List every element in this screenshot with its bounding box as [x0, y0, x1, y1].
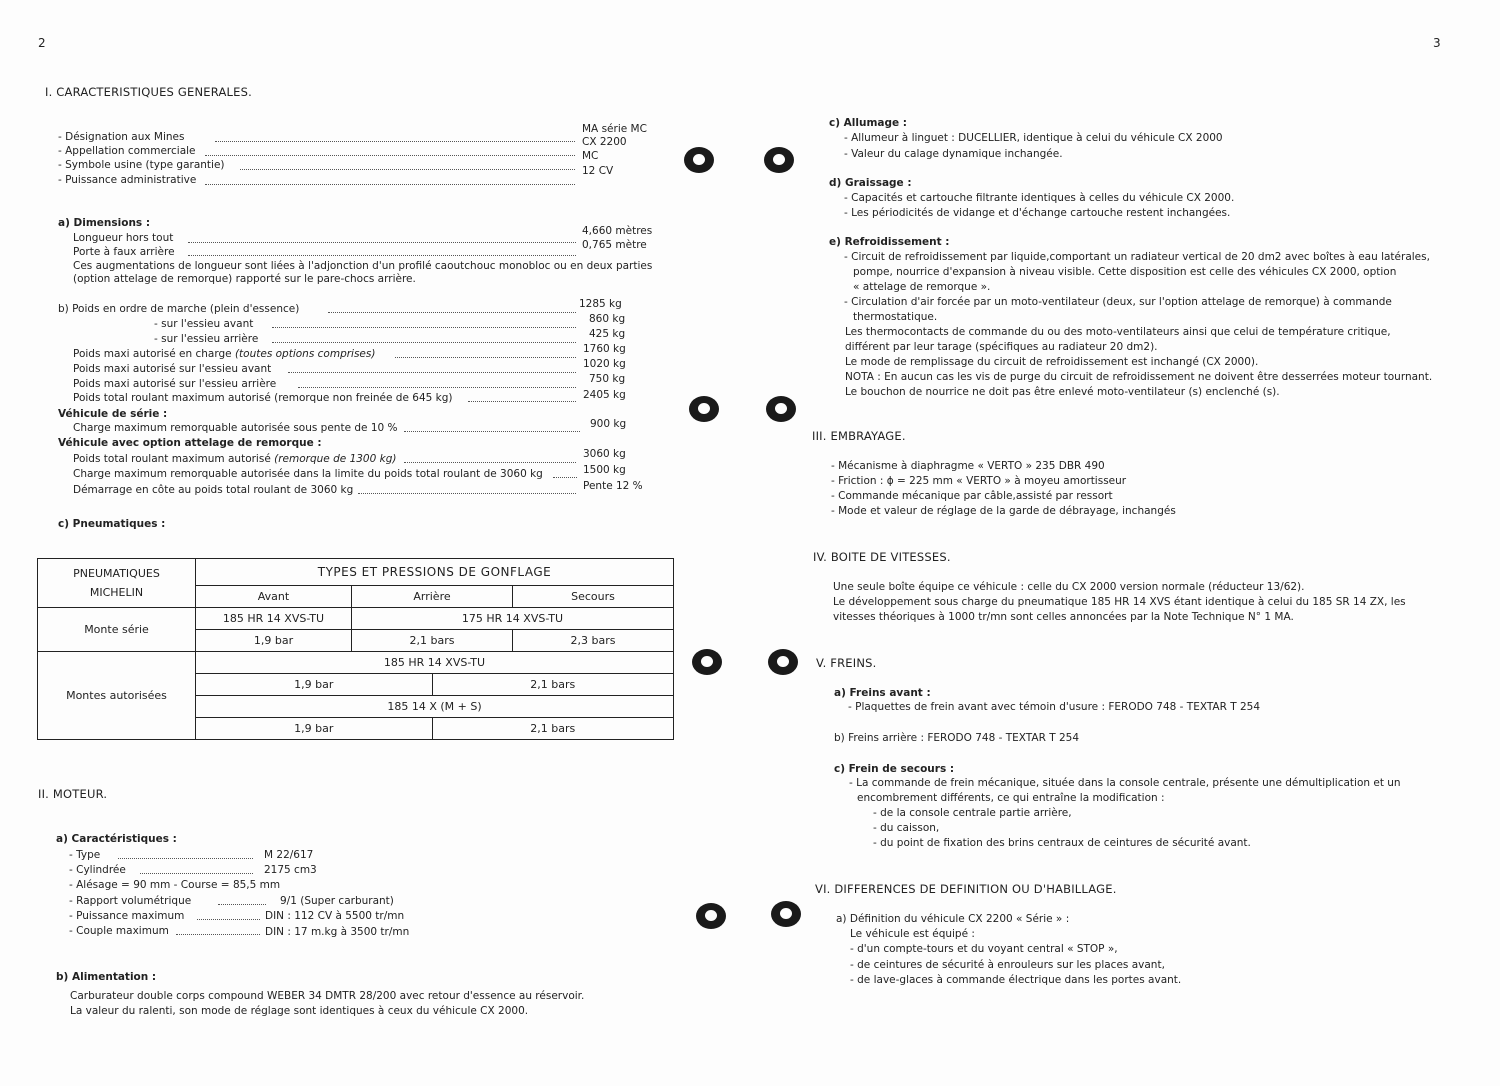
- body-text: Carburateur double corps compound WEBER 34 DMTR 28/200 avec retour d'essence au réservoir.: [70, 990, 585, 1002]
- weight-label: - sur l'essieu avant: [154, 318, 254, 330]
- subsection-title: a) Freins avant :: [834, 687, 931, 699]
- binder-hole-icon: [766, 396, 796, 422]
- weight-label-text: Poids total roulant maximum autorisé: [73, 453, 271, 465]
- body-text: différent par leur tarage (spécifiques au radiateur 20 dm2).: [845, 341, 1158, 353]
- dim-label: Porte à faux arrière: [73, 246, 175, 258]
- table-cell: 2,1 bars: [432, 674, 674, 696]
- weight-label: Charge maximum remorquable autorisée sous pente de 10 %: [73, 422, 398, 434]
- dot-leader: [272, 327, 576, 328]
- body-text: Le bouchon de nourrice ne doit pas être enlevé moto-ventilateur (s) enclenché (s).: [845, 386, 1280, 398]
- binder-hole-icon: [689, 396, 719, 422]
- body-text: - Capacités et cartouche filtrante identiques à celles du véhicule CX 2000.: [844, 192, 1235, 204]
- dot-leader: [298, 387, 576, 388]
- table-cell: 2,3 bars: [513, 630, 674, 652]
- body-text: - Commande mécanique par câble,assisté par ressort: [831, 490, 1113, 502]
- engine-label: - Alésage = 90 mm - Course = 85,5 mm: [69, 879, 281, 891]
- spec-label: - Appellation commerciale: [58, 145, 196, 157]
- spec-value: MA série MC: [582, 123, 647, 135]
- subsection-title: a) Définition du véhicule CX 2200 « Série » :: [836, 913, 1070, 925]
- dot-leader: [215, 141, 575, 142]
- body-text: - de la console centrale partie arrière,: [873, 807, 1072, 819]
- dot-leader: [218, 904, 266, 905]
- table-cell: 2,1 bars: [352, 630, 513, 652]
- dot-leader: [176, 934, 260, 935]
- spec-value: CX 2200: [582, 136, 627, 148]
- weight-value: 425 kg: [589, 328, 626, 340]
- dim-label: Longueur hors tout: [73, 232, 174, 244]
- body-text: - de ceintures de sécurité à enrouleurs sur les places avant,: [850, 959, 1165, 971]
- dot-leader: [553, 477, 577, 478]
- weight-label: Charge maximum remorquable autorisée dans la limite du poids total roulant de 3060 kg: [73, 468, 543, 480]
- body-text: - Allumeur à linguet : DUCELLIER, identique à celui du véhicule CX 2000: [844, 132, 1223, 144]
- weight-value: 2405 kg: [583, 389, 626, 401]
- engine-label: - Puissance maximum: [69, 910, 185, 922]
- engine-label: - Couple maximum: [69, 925, 169, 937]
- weight-value: 1285 kg: [579, 298, 622, 310]
- table-header-types: TYPES ET PRESSIONS DE GONFLAGE: [196, 559, 674, 586]
- table-cell: 1,9 bar: [196, 630, 352, 652]
- table-brand-line2: MICHELIN: [89, 586, 144, 599]
- table-cell: 185 HR 14 XVS-TU: [196, 652, 674, 674]
- dot-leader: [205, 184, 575, 185]
- engine-label: - Type: [69, 849, 101, 861]
- body-text: - d'un compte-tours et du voyant central « STOP »,: [850, 943, 1118, 955]
- binder-hole-icon: [768, 649, 798, 675]
- table-row-label: Monte série: [38, 608, 196, 652]
- weight-label: [73, 348, 375, 360]
- binder-hole-icon: [771, 901, 801, 927]
- right-page-number: 3: [1433, 36, 1441, 50]
- subsection-title: b) Alimentation :: [56, 971, 157, 983]
- table-col-avant: Avant: [196, 586, 352, 608]
- binder-hole-icon: [764, 147, 794, 173]
- weight-label: [73, 453, 396, 465]
- subsection-title: e) Refroidissement :: [829, 236, 950, 248]
- left-page-number: 2: [38, 36, 46, 50]
- dim-note: Ces augmentations de longueur sont liées à l'adjonction d'un profilé caoutchouc monobloc ou en deux parties: [73, 260, 653, 272]
- body-text: - Mécanisme à diaphragme « VERTO » 235 DBR 490: [831, 460, 1105, 472]
- section-title-boite: IV. BOITE DE VITESSES.: [813, 550, 951, 564]
- spec-value: MC: [582, 150, 599, 162]
- weight-label: Poids maxi autorisé sur l'essieu avant: [73, 363, 272, 375]
- dot-leader: [205, 155, 575, 156]
- body-text: - du caisson,: [873, 822, 940, 834]
- spec-label: - Désignation aux Mines: [58, 131, 185, 143]
- engine-value: 2175 cm3: [264, 864, 317, 876]
- body-text: thermostatique.: [853, 311, 938, 323]
- body-text: La valeur du ralenti, son mode de réglage sont identiques à ceux du véhicule CX 2000.: [70, 1005, 529, 1017]
- subsection-title: a) Dimensions :: [58, 217, 151, 229]
- spec-value: 12 CV: [582, 165, 614, 177]
- weight-value: 3060 kg: [583, 448, 626, 460]
- body-text: « attelage de remorque ».: [853, 281, 991, 293]
- weight-label: Poids maxi autorisé sur l'essieu arrière: [73, 378, 277, 390]
- spec-label: - Symbole usine (type garantie): [58, 159, 225, 171]
- dot-leader: [404, 431, 580, 432]
- engine-value: DIN : 17 m.kg à 3500 tr/mn: [265, 926, 410, 938]
- table-brand-line1: PNEUMATIQUES: [73, 567, 160, 580]
- spec-label: - Puissance administrative: [58, 174, 197, 186]
- dim-value: 0,765 mètre: [582, 239, 647, 251]
- engine-label: - Cylindrée: [69, 864, 126, 876]
- table-col-arriere: Arrière: [352, 586, 513, 608]
- weight-value: 750 kg: [589, 373, 626, 385]
- binder-hole-icon: [692, 649, 722, 675]
- vehicle-option-title: Véhicule avec option attelage de remorque :: [58, 437, 322, 449]
- dot-leader: [197, 919, 260, 920]
- table-cell: 185 HR 14 XVS-TU: [196, 608, 352, 630]
- weight-label-italic: (remorque de 1300 kg): [274, 453, 397, 465]
- engine-value: DIN : 112 CV à 5500 tr/mn: [265, 910, 405, 922]
- section-title-embrayage: III. EMBRAYAGE.: [812, 429, 906, 443]
- body-text: - de lave-glaces à commande électrique dans les portes avant.: [850, 974, 1182, 986]
- tyre-pressure-table: [37, 558, 674, 740]
- body-text: - du point de fixation des brins centraux de ceintures de sécurité avant.: [873, 837, 1251, 849]
- body-text: - Mode et valeur de réglage de la garde de débrayage, inchangés: [831, 505, 1176, 517]
- body-text: vitesses théoriques à 1000 tr/mn sont celles annoncées par la Note Technique N° 1 MA.: [833, 611, 1294, 623]
- weight-label: Démarrage en côte au poids total roulant de 3060 kg: [73, 484, 354, 496]
- subsection-title: c) Frein de secours :: [834, 763, 955, 775]
- dot-leader: [404, 462, 576, 463]
- weight-label-text: Poids maxi autorisé en charge: [73, 348, 232, 360]
- subsection-title: c) Pneumatiques :: [58, 518, 166, 530]
- weight-value: Pente 12 %: [583, 480, 643, 492]
- dot-leader: [140, 873, 253, 874]
- weight-value: 1760 kg: [583, 343, 626, 355]
- weight-label: - sur l'essieu arrière: [154, 333, 259, 345]
- dot-leader: [118, 858, 253, 859]
- table-col-secours: Secours: [513, 586, 674, 608]
- weight-label: Poids total roulant maximum autorisé (remorque non freinée de 645 kg): [73, 392, 453, 404]
- dot-leader: [188, 242, 576, 243]
- table-header-brand: [38, 559, 196, 608]
- table-cell: 2,1 bars: [432, 718, 674, 740]
- dot-leader: [240, 169, 575, 170]
- dot-leader: [358, 493, 576, 494]
- dot-leader: [328, 312, 576, 313]
- dim-value: 4,660 mètres: [582, 225, 653, 237]
- section-title-general: I. CARACTERISTIQUES GENERALES.: [45, 85, 252, 99]
- section-title-freins: V. FREINS.: [816, 656, 877, 670]
- body-text: Le développement sous charge du pneumatique 185 HR 14 XVS étant identique à celui du 185 SR 14 ZX, les: [833, 596, 1406, 608]
- subsection-title: b) Poids en ordre de marche (plein d'essence): [58, 303, 300, 315]
- body-text: - Plaquettes de frein avant avec témoin d'usure : FERODO 748 - TEXTAR T 254: [848, 701, 1261, 713]
- table-row-label: Montes autorisées: [38, 652, 196, 740]
- weight-value: 1500 kg: [583, 464, 626, 476]
- body-text: - La commande de frein mécanique, située dans la console centrale, présente une démultiplication et un: [849, 777, 1401, 789]
- body-text: - Circulation d'air forcée par un moto-ventilateur (deux, sur l'option attelage de remorque) à commande: [844, 296, 1392, 308]
- weight-value: 1020 kg: [583, 358, 626, 370]
- body-text: - Friction : ϕ = 225 mm « VERTO » à moyeu amortisseur: [831, 475, 1127, 487]
- vehicle-serie-title: Véhicule de série :: [58, 408, 168, 420]
- body-text: pompe, nourrice d'expansion à niveau visible. Cette disposition est celle des véhicules CX 2000, option: [853, 266, 1397, 278]
- body-text: encombrement différents, ce qui entraîne la modification :: [857, 792, 1165, 804]
- engine-value: 9/1 (Super carburant): [280, 895, 394, 907]
- body-text: - Les périodicités de vidange et d'échange cartouche restent inchangées.: [844, 207, 1231, 219]
- dot-leader: [395, 357, 576, 358]
- dot-leader: [468, 401, 576, 402]
- weight-label-italic: (toutes options comprises): [234, 348, 376, 360]
- body-text: Le véhicule est équipé :: [850, 928, 975, 940]
- body-text: NOTA : En aucun cas les vis de purge du circuit de refroidissement ne doivent être desserrées moteur tournant.: [845, 371, 1433, 383]
- dot-leader: [188, 255, 576, 256]
- body-text: Le mode de remplissage du circuit de refroidissement est inchangé (CX 2000).: [845, 356, 1259, 368]
- subsection-title: a) Caractéristiques :: [56, 833, 177, 845]
- table-cell: 1,9 bar: [196, 718, 433, 740]
- table-cell: 1,9 bar: [196, 674, 433, 696]
- body-text: Une seule boîte équipe ce véhicule : celle du CX 2000 version normale (réducteur 13/62).: [833, 581, 1305, 593]
- engine-label: - Rapport volumétrique: [69, 895, 192, 907]
- dim-note: (option attelage de remorque) rapporté sur le pare-chocs arrière.: [73, 273, 416, 285]
- binder-hole-icon: [684, 147, 714, 173]
- body-text: - Valeur du calage dynamique inchangée.: [844, 148, 1063, 160]
- subsection-title: c) Allumage :: [829, 117, 907, 129]
- table-cell: 175 HR 14 XVS-TU: [352, 608, 674, 630]
- section-title-differences: VI. DIFFERENCES DE DEFINITION OU D'HABILLAGE.: [815, 882, 1117, 896]
- body-text: - Circuit de refroidissement par liquide,comportant un radiateur vertical de 20 dm2 avec boîtes à eau latérales,: [844, 251, 1430, 263]
- body-text: Les thermocontacts de commande du ou des moto-ventilateurs ainsi que celui de température critique,: [845, 326, 1391, 338]
- body-text: b) Freins arrière : FERODO 748 - TEXTAR T 254: [834, 732, 1080, 744]
- weight-value: 860 kg: [589, 313, 626, 325]
- table-cell: 185 14 X (M + S): [196, 696, 674, 718]
- section-title-moteur: II. MOTEUR.: [38, 787, 108, 801]
- dot-leader: [288, 372, 576, 373]
- weight-value: 900 kg: [590, 418, 627, 430]
- subsection-title: d) Graissage :: [829, 177, 912, 189]
- dot-leader: [272, 342, 576, 343]
- engine-value: M 22/617: [264, 849, 314, 861]
- binder-hole-icon: [696, 903, 726, 929]
